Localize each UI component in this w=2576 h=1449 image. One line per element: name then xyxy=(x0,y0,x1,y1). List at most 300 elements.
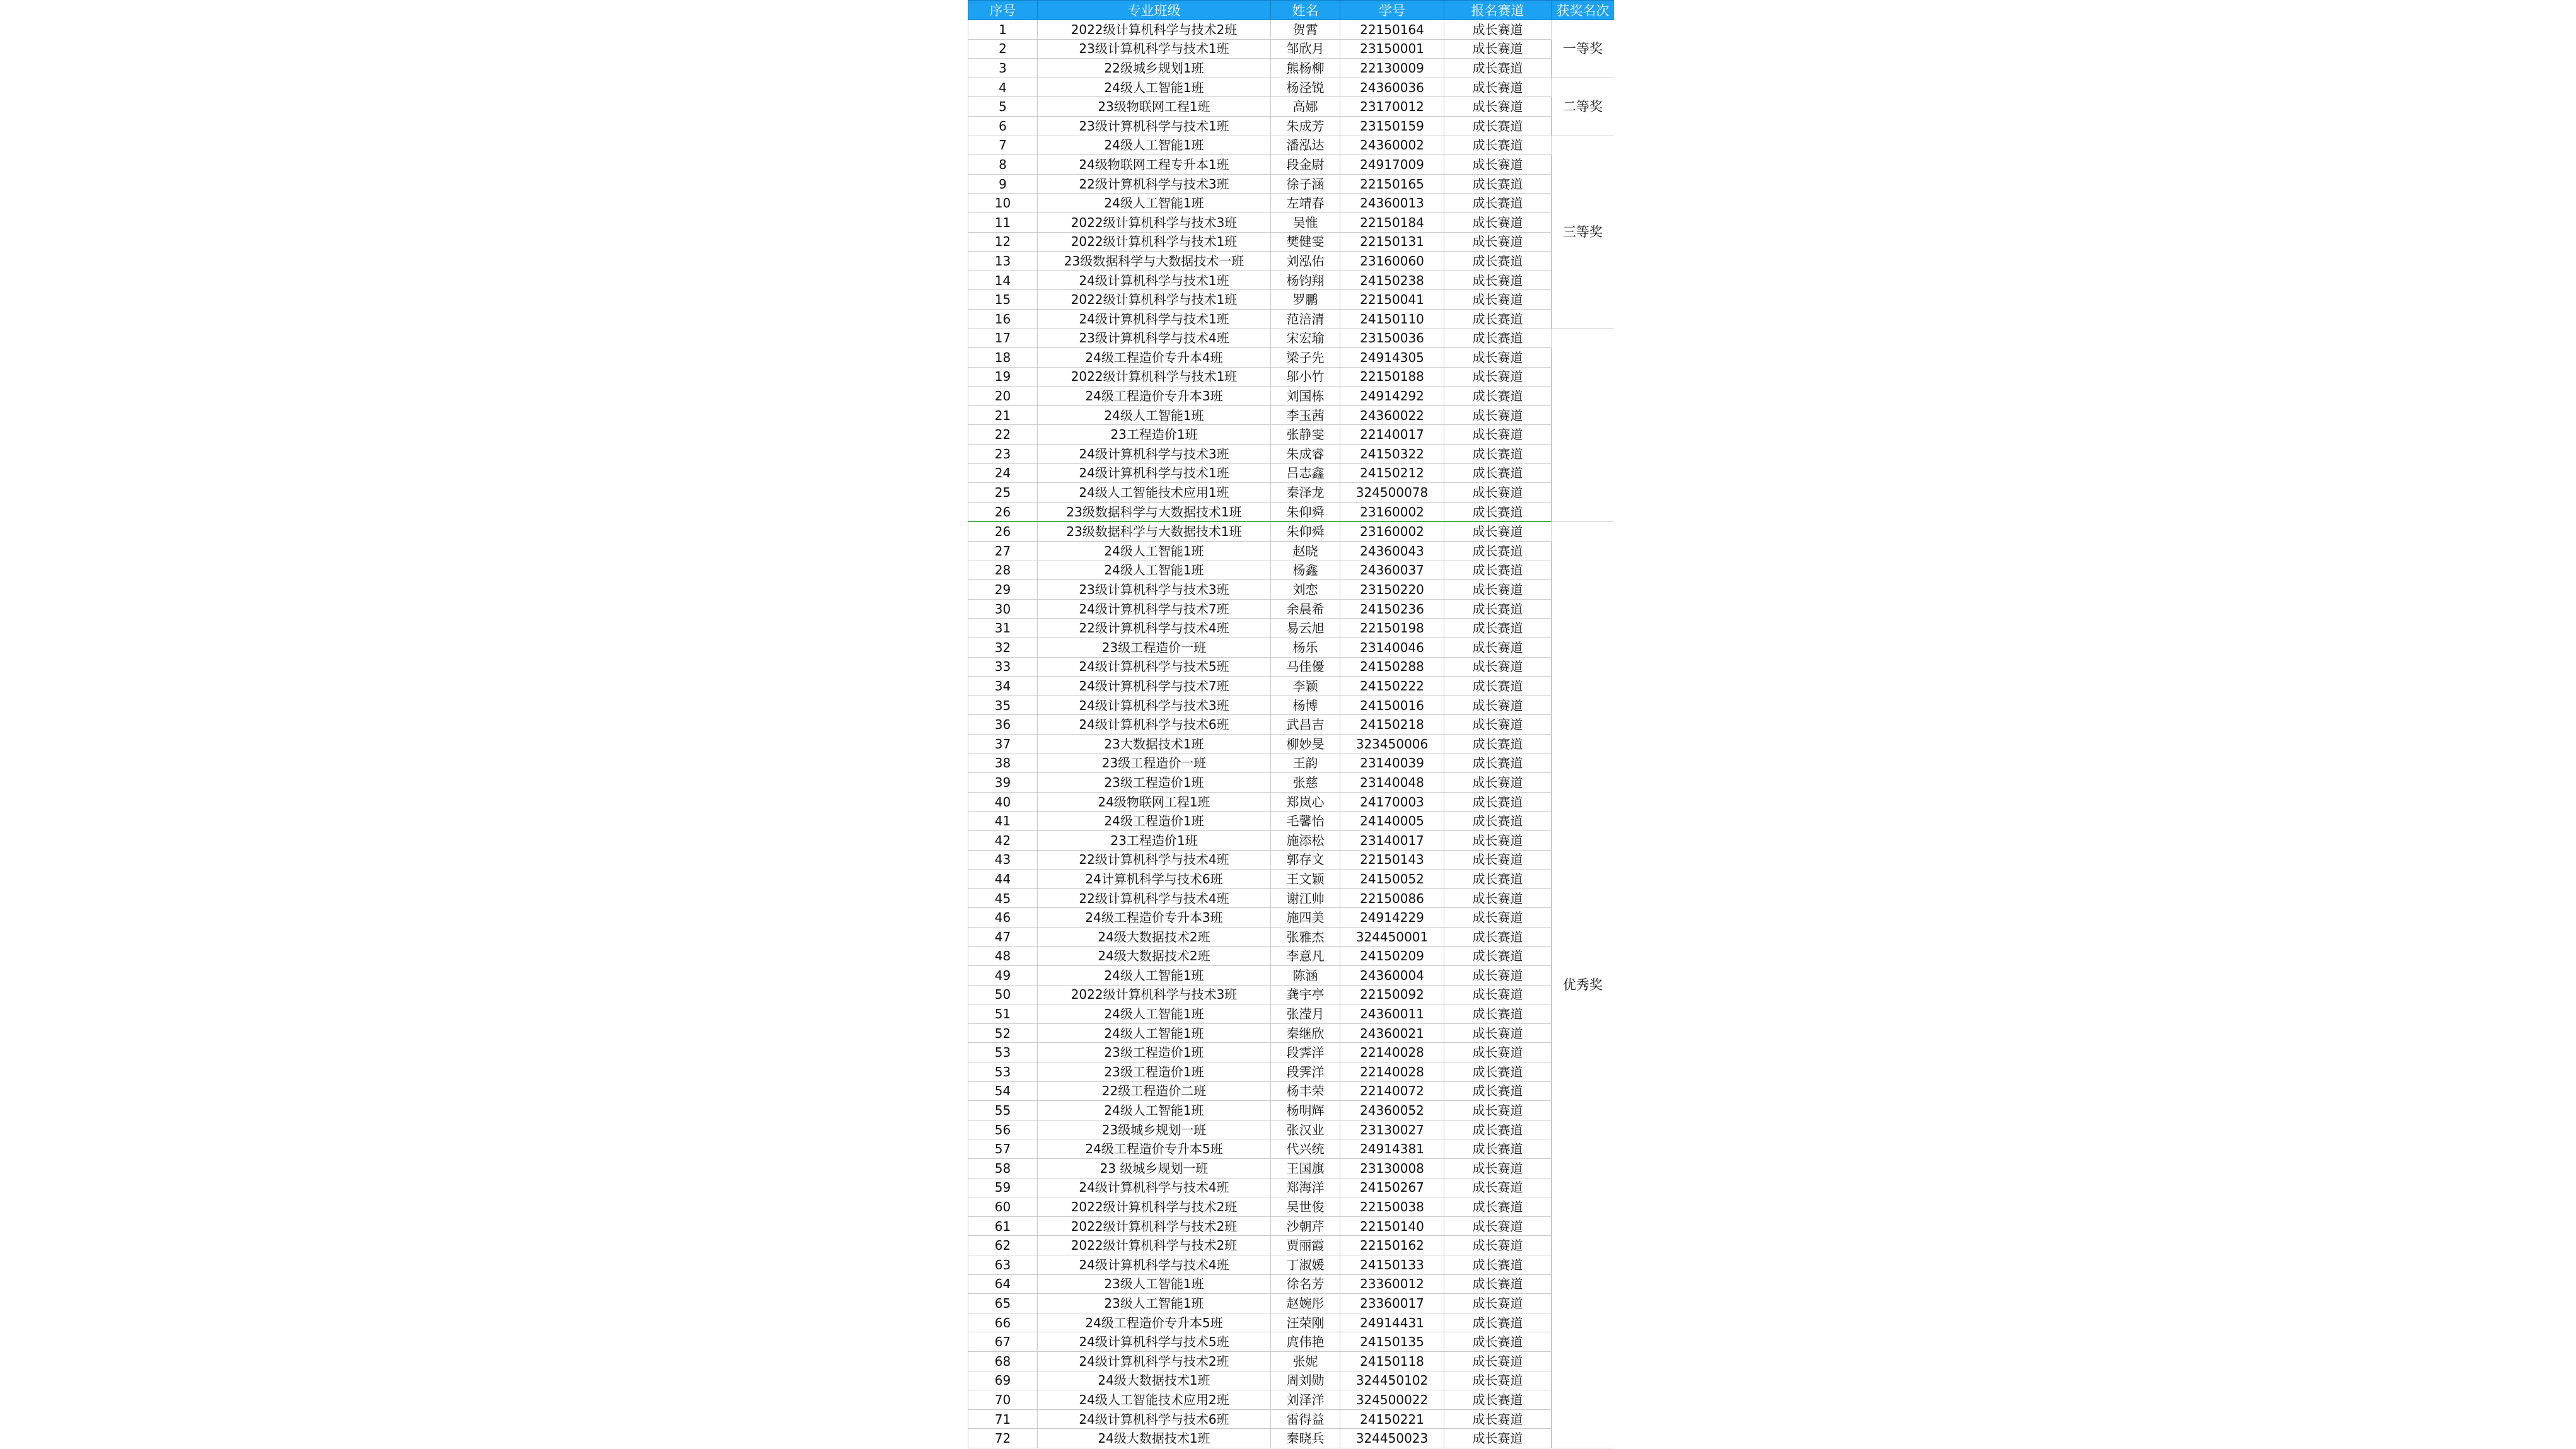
table-row xyxy=(968,39,1615,59)
cell-student-id: 22150086 xyxy=(1340,888,1444,908)
table-row xyxy=(968,502,1615,521)
cell-track: 成长赛道 xyxy=(1444,638,1552,658)
cell-award xyxy=(1552,329,1615,521)
table-row xyxy=(968,734,1615,754)
cell-name: 杨明辉 xyxy=(1271,1101,1340,1120)
cell-track: 成长赛道 xyxy=(1444,695,1552,715)
cell-index: 45 xyxy=(968,888,1038,908)
cell-student-id: 24150222 xyxy=(1340,677,1444,696)
cell-class: 24级计算机科学与技术1班 xyxy=(1038,463,1271,483)
cell-index: 70 xyxy=(968,1390,1038,1410)
cell-name: 左靖春 xyxy=(1271,194,1340,213)
cell-student-id: 23360012 xyxy=(1340,1274,1444,1294)
cell-student-id: 23150220 xyxy=(1340,580,1444,600)
cell-index: 8 xyxy=(968,155,1038,175)
cell-index: 60 xyxy=(968,1197,1038,1217)
cell-track: 成长赛道 xyxy=(1444,252,1552,271)
cell-name: 郑海洋 xyxy=(1271,1178,1340,1197)
cell-class: 2022级计算机科学与技术2班 xyxy=(1038,1216,1271,1236)
cell-index: 65 xyxy=(968,1294,1038,1313)
cell-student-id: 24360013 xyxy=(1340,194,1444,213)
cell-name: 杨丰荣 xyxy=(1271,1081,1340,1101)
table-row xyxy=(968,638,1615,658)
award-table xyxy=(968,0,1614,1448)
table-row xyxy=(968,1351,1615,1371)
cell-class: 23工程造价1班 xyxy=(1038,425,1271,445)
cell-track: 成长赛道 xyxy=(1444,212,1552,232)
cell-name: 张汉业 xyxy=(1271,1120,1340,1139)
cell-class: 23级计算机科学与技术1班 xyxy=(1038,116,1271,136)
cell-name: 宋宏瑜 xyxy=(1271,329,1340,348)
table-row xyxy=(968,252,1615,271)
cell-name: 马佳優 xyxy=(1271,657,1340,677)
cell-student-id: 24150238 xyxy=(1340,271,1444,290)
header-row xyxy=(968,1,1615,20)
cell-class: 24级大数据技术1班 xyxy=(1038,1429,1271,1448)
cell-name: 雷得益 xyxy=(1271,1409,1340,1429)
cell-class: 23级物联网工程1班 xyxy=(1038,97,1271,117)
cell-class: 24级人工智能1班 xyxy=(1038,1004,1271,1024)
cell-student-id: 22150041 xyxy=(1340,290,1444,310)
cell-class: 24级大数据技术2班 xyxy=(1038,927,1271,946)
cell-class: 2022级计算机科学与技术1班 xyxy=(1038,232,1271,252)
cell-name: 刘泓佑 xyxy=(1271,252,1340,271)
cell-index: 18 xyxy=(968,348,1038,368)
table-row xyxy=(968,445,1615,464)
cell-name: 张妮 xyxy=(1271,1351,1340,1371)
cell-index: 30 xyxy=(968,599,1038,619)
table-row xyxy=(968,619,1615,638)
cell-index: 44 xyxy=(968,870,1038,889)
cell-student-id: 24150052 xyxy=(1340,870,1444,889)
cell-student-id: 24170003 xyxy=(1340,792,1444,812)
header-name: 姓名 xyxy=(1271,1,1340,20)
cell-track: 成长赛道 xyxy=(1444,830,1552,850)
cell-track: 成长赛道 xyxy=(1444,174,1552,194)
table-row xyxy=(968,792,1615,812)
cell-track: 成长赛道 xyxy=(1444,405,1552,425)
cell-track: 成长赛道 xyxy=(1444,348,1552,368)
cell-class: 24级工程造价1班 xyxy=(1038,812,1271,831)
cell-index: 21 xyxy=(968,405,1038,425)
cell-class: 24级人工智能1班 xyxy=(1038,1023,1271,1043)
cell-name: 邹欣月 xyxy=(1271,39,1340,59)
cell-student-id: 22150162 xyxy=(1340,1236,1444,1255)
cell-index: 43 xyxy=(968,850,1038,870)
cell-index: 7 xyxy=(968,136,1038,155)
table-row xyxy=(968,677,1615,696)
table-row xyxy=(968,1274,1615,1294)
cell-name: 汪荣刚 xyxy=(1271,1313,1340,1332)
cell-track: 成长赛道 xyxy=(1444,59,1552,78)
cell-name: 吴世俊 xyxy=(1271,1197,1340,1217)
cell-class: 2022级计算机科学与技术2班 xyxy=(1038,1236,1271,1255)
cell-track: 成长赛道 xyxy=(1444,1313,1552,1332)
cell-student-id: 23140039 xyxy=(1340,754,1444,773)
cell-index: 47 xyxy=(968,927,1038,946)
cell-track: 成长赛道 xyxy=(1444,773,1552,793)
cell-name: 赵婉彤 xyxy=(1271,1294,1340,1313)
table-row xyxy=(968,463,1615,483)
cell-index: 27 xyxy=(968,542,1038,561)
cell-student-id: 22150198 xyxy=(1340,619,1444,638)
cell-track: 成长赛道 xyxy=(1444,657,1552,677)
cell-class: 23级人工智能1班 xyxy=(1038,1274,1271,1294)
cell-index: 68 xyxy=(968,1351,1038,1371)
cell-student-id: 324500078 xyxy=(1340,483,1444,503)
cell-track: 成长赛道 xyxy=(1444,754,1552,773)
cell-index: 51 xyxy=(968,1004,1038,1024)
table-row xyxy=(968,542,1615,561)
cell-index: 14 xyxy=(968,271,1038,290)
cell-class: 23级工程造价一班 xyxy=(1038,638,1271,658)
cell-index: 71 xyxy=(968,1409,1038,1429)
cell-index: 13 xyxy=(968,252,1038,271)
cell-student-id: 24150135 xyxy=(1340,1332,1444,1352)
cell-index: 32 xyxy=(968,638,1038,658)
cell-track: 成长赛道 xyxy=(1444,1371,1552,1390)
table-row xyxy=(968,754,1615,773)
cell-student-id: 24150221 xyxy=(1340,1409,1444,1429)
table-row xyxy=(968,715,1615,735)
cell-track: 成长赛道 xyxy=(1444,521,1552,541)
cell-class: 2022级计算机科学与技术3班 xyxy=(1038,985,1271,1004)
cell-name: 刘泽洋 xyxy=(1271,1390,1340,1410)
cell-class: 22级计算机科学与技术4班 xyxy=(1038,850,1271,870)
cell-name: 邬小竹 xyxy=(1271,367,1340,387)
cell-class: 24级人工智能1班 xyxy=(1038,78,1271,97)
cell-track: 成长赛道 xyxy=(1444,946,1552,966)
cell-index: 33 xyxy=(968,657,1038,677)
cell-student-id: 24914229 xyxy=(1340,908,1444,928)
cell-class: 24级计算机科学与技术4班 xyxy=(1038,1178,1271,1197)
cell-class: 22级城乡规划1班 xyxy=(1038,59,1271,78)
cell-name: 谢江帅 xyxy=(1271,888,1340,908)
cell-index: 31 xyxy=(968,619,1038,638)
cell-student-id: 23140048 xyxy=(1340,773,1444,793)
cell-student-id: 24914292 xyxy=(1340,387,1444,406)
cell-student-id: 324450023 xyxy=(1340,1429,1444,1448)
cell-student-id: 22140028 xyxy=(1340,1062,1444,1082)
cell-index: 55 xyxy=(968,1101,1038,1120)
cell-name: 徐名芳 xyxy=(1271,1274,1340,1294)
cell-student-id: 22150188 xyxy=(1340,367,1444,387)
table-row xyxy=(968,888,1615,908)
cell-class: 23 级城乡规划一班 xyxy=(1038,1159,1271,1178)
cell-student-id: 23150036 xyxy=(1340,329,1444,348)
cell-name: 段霁洋 xyxy=(1271,1043,1340,1062)
cell-name: 王国旗 xyxy=(1271,1159,1340,1178)
cell-index: 6 xyxy=(968,116,1038,136)
cell-class: 24级计算机科学与技术4班 xyxy=(1038,1255,1271,1275)
cell-student-id: 24150133 xyxy=(1340,1255,1444,1275)
cell-index: 58 xyxy=(968,1159,1038,1178)
cell-class: 22级计算机科学与技术4班 xyxy=(1038,619,1271,638)
cell-index: 72 xyxy=(968,1429,1038,1448)
table-row xyxy=(968,232,1615,252)
cell-student-id: 324450001 xyxy=(1340,927,1444,946)
cell-name: 毛馨怡 xyxy=(1271,812,1340,831)
cell-class: 24级人工智能1班 xyxy=(1038,405,1271,425)
cell-class: 24级计算机科学与技术2班 xyxy=(1038,1351,1271,1371)
cell-index: 11 xyxy=(968,212,1038,232)
cell-name: 刘恋 xyxy=(1271,580,1340,600)
cell-class: 24级人工智能技术应用1班 xyxy=(1038,483,1271,503)
cell-index: 49 xyxy=(968,966,1038,986)
cell-track: 成长赛道 xyxy=(1444,1197,1552,1217)
cell-class: 24级物联网工程专升本1班 xyxy=(1038,155,1271,175)
cell-track: 成长赛道 xyxy=(1444,463,1552,483)
cell-index: 38 xyxy=(968,754,1038,773)
cell-class: 24级人工智能1班 xyxy=(1038,542,1271,561)
cell-track: 成长赛道 xyxy=(1444,1409,1552,1429)
cell-name: 高娜 xyxy=(1271,97,1340,117)
cell-track: 成长赛道 xyxy=(1444,387,1552,406)
table-row xyxy=(968,830,1615,850)
table-row xyxy=(968,309,1615,329)
table-body xyxy=(968,20,1615,1448)
table-row xyxy=(968,561,1615,580)
cell-student-id: 323450006 xyxy=(1340,734,1444,754)
table-row xyxy=(968,97,1615,117)
cell-class: 23级计算机科学与技术1班 xyxy=(1038,39,1271,59)
cell-index: 53 xyxy=(968,1062,1038,1082)
cell-student-id: 23130027 xyxy=(1340,1120,1444,1139)
cell-track: 成长赛道 xyxy=(1444,1332,1552,1352)
cell-index: 17 xyxy=(968,329,1038,348)
cell-name: 潘泓达 xyxy=(1271,136,1340,155)
cell-name: 张慈 xyxy=(1271,773,1340,793)
cell-student-id: 24917009 xyxy=(1340,155,1444,175)
cell-track: 成长赛道 xyxy=(1444,309,1552,329)
cell-name: 段霁洋 xyxy=(1271,1062,1340,1082)
cell-class: 23级人工智能1班 xyxy=(1038,1294,1271,1313)
cell-student-id: 24150110 xyxy=(1340,309,1444,329)
cell-track: 成长赛道 xyxy=(1444,483,1552,503)
cell-name: 李意凡 xyxy=(1271,946,1340,966)
table-row xyxy=(968,1101,1615,1120)
cell-class: 24级人工智能1班 xyxy=(1038,1101,1271,1120)
cell-index: 26 xyxy=(968,521,1038,541)
cell-track: 成长赛道 xyxy=(1444,850,1552,870)
cell-index: 28 xyxy=(968,561,1038,580)
cell-track: 成长赛道 xyxy=(1444,580,1552,600)
cell-student-id: 22150092 xyxy=(1340,985,1444,1004)
cell-index: 23 xyxy=(968,445,1038,464)
cell-index: 37 xyxy=(968,734,1038,754)
cell-index: 3 xyxy=(968,59,1038,78)
cell-track: 成长赛道 xyxy=(1444,155,1552,175)
table-row xyxy=(968,1294,1615,1313)
cell-name: 贺霄 xyxy=(1271,20,1340,40)
cell-index: 50 xyxy=(968,985,1038,1004)
cell-name: 李颖 xyxy=(1271,677,1340,696)
cell-name: 施添松 xyxy=(1271,830,1340,850)
cell-class: 22级计算机科学与技术3班 xyxy=(1038,174,1271,194)
cell-student-id: 24360004 xyxy=(1340,966,1444,986)
table-row xyxy=(968,773,1615,793)
header-index: 序号 xyxy=(968,1,1038,20)
cell-student-id: 23170012 xyxy=(1340,97,1444,117)
table-row xyxy=(968,1139,1615,1159)
cell-track: 成长赛道 xyxy=(1444,966,1552,986)
cell-student-id: 22150165 xyxy=(1340,174,1444,194)
table-row xyxy=(968,136,1615,155)
table-row xyxy=(968,405,1615,425)
cell-name: 刘国栋 xyxy=(1271,387,1340,406)
cell-track: 成长赛道 xyxy=(1444,677,1552,696)
cell-track: 成长赛道 xyxy=(1444,599,1552,619)
cell-index: 52 xyxy=(968,1023,1038,1043)
cell-award: 二等奖 xyxy=(1552,78,1615,136)
table-row xyxy=(968,1062,1615,1082)
cell-student-id: 24360022 xyxy=(1340,405,1444,425)
cell-class: 24级工程造价专升本5班 xyxy=(1038,1313,1271,1332)
cell-index: 34 xyxy=(968,677,1038,696)
cell-track: 成长赛道 xyxy=(1444,561,1552,580)
cell-class: 24级计算机科学与技术1班 xyxy=(1038,309,1271,329)
cell-class: 23级数据科学与大数据技术一班 xyxy=(1038,252,1271,271)
cell-class: 24级工程造价专升本5班 xyxy=(1038,1139,1271,1159)
cell-class: 24级工程造价专升本3班 xyxy=(1038,908,1271,928)
cell-name: 周刘勋 xyxy=(1271,1371,1340,1390)
cell-name: 武昌吉 xyxy=(1271,715,1340,735)
cell-name: 秦泽龙 xyxy=(1271,483,1340,503)
header-track: 报名赛道 xyxy=(1444,1,1552,20)
cell-track: 成长赛道 xyxy=(1444,290,1552,310)
cell-class: 2022级计算机科学与技术1班 xyxy=(1038,290,1271,310)
cell-track: 成长赛道 xyxy=(1444,20,1552,40)
cell-name: 秦晓兵 xyxy=(1271,1429,1340,1448)
table-row xyxy=(968,580,1615,600)
cell-class: 23级工程造价1班 xyxy=(1038,773,1271,793)
cell-index: 67 xyxy=(968,1332,1038,1352)
cell-award: 优秀奖 xyxy=(1552,521,1615,1448)
cell-class: 22级计算机科学与技术4班 xyxy=(1038,888,1271,908)
cell-student-id: 24150212 xyxy=(1340,463,1444,483)
cell-index: 48 xyxy=(968,946,1038,966)
cell-class: 22级工程造价二班 xyxy=(1038,1081,1271,1101)
cell-track: 成长赛道 xyxy=(1444,1429,1552,1448)
table-row xyxy=(968,966,1615,986)
cell-student-id: 23150159 xyxy=(1340,116,1444,136)
cell-index: 2 xyxy=(968,39,1038,59)
cell-class: 24计算机科学与技术6班 xyxy=(1038,870,1271,889)
cell-index: 69 xyxy=(968,1371,1038,1390)
cell-name: 龚宇亭 xyxy=(1271,985,1340,1004)
cell-class: 24级大数据技术1班 xyxy=(1038,1371,1271,1390)
cell-class: 24级计算机科学与技术7班 xyxy=(1038,677,1271,696)
header-class: 专业班级 xyxy=(1038,1,1271,20)
cell-index: 59 xyxy=(968,1178,1038,1197)
table-row xyxy=(968,1409,1615,1429)
cell-class: 24级物联网工程1班 xyxy=(1038,792,1271,812)
cell-class: 24级计算机科学与技术6班 xyxy=(1038,715,1271,735)
cell-track: 成长赛道 xyxy=(1444,1178,1552,1197)
cell-student-id: 24150267 xyxy=(1340,1178,1444,1197)
cell-track: 成长赛道 xyxy=(1444,1101,1552,1120)
cell-track: 成长赛道 xyxy=(1444,1294,1552,1313)
cell-index: 63 xyxy=(968,1255,1038,1275)
cell-student-id: 24150288 xyxy=(1340,657,1444,677)
cell-index: 61 xyxy=(968,1216,1038,1236)
cell-class: 2022级计算机科学与技术3班 xyxy=(1038,212,1271,232)
cell-student-id: 24914431 xyxy=(1340,1313,1444,1332)
cell-name: 梁子先 xyxy=(1271,348,1340,368)
cell-name: 王韵 xyxy=(1271,754,1340,773)
cell-student-id: 24140005 xyxy=(1340,812,1444,831)
cell-index: 57 xyxy=(968,1139,1038,1159)
table-row xyxy=(968,1313,1615,1332)
cell-name: 范涪清 xyxy=(1271,309,1340,329)
cell-index: 19 xyxy=(968,367,1038,387)
cell-class: 23级计算机科学与技术3班 xyxy=(1038,580,1271,600)
table-row xyxy=(968,908,1615,928)
table-row xyxy=(968,812,1615,831)
table-row xyxy=(968,78,1615,97)
cell-student-id: 24360011 xyxy=(1340,1004,1444,1024)
cell-track: 成长赛道 xyxy=(1444,1062,1552,1082)
table-row xyxy=(968,116,1615,136)
cell-track: 成长赛道 xyxy=(1444,542,1552,561)
cell-track: 成长赛道 xyxy=(1444,927,1552,946)
cell-track: 成长赛道 xyxy=(1444,1120,1552,1139)
table-row xyxy=(968,695,1615,715)
table-row xyxy=(968,20,1615,40)
cell-track: 成长赛道 xyxy=(1444,502,1552,521)
table-row xyxy=(968,1043,1615,1062)
cell-track: 成长赛道 xyxy=(1444,619,1552,638)
table-row xyxy=(968,174,1615,194)
cell-track: 成长赛道 xyxy=(1444,1274,1552,1294)
table-row xyxy=(968,1236,1615,1255)
table-row xyxy=(968,1216,1615,1236)
table-row xyxy=(968,1004,1615,1024)
cell-student-id: 23140017 xyxy=(1340,830,1444,850)
cell-index: 62 xyxy=(968,1236,1038,1255)
cell-track: 成长赛道 xyxy=(1444,1081,1552,1101)
cell-name: 朱仰舜 xyxy=(1271,502,1340,521)
cell-name: 徐子涵 xyxy=(1271,174,1340,194)
cell-name: 张滢月 xyxy=(1271,1004,1340,1024)
cell-name: 吕志鑫 xyxy=(1271,463,1340,483)
cell-class: 24级计算机科学与技术3班 xyxy=(1038,445,1271,464)
cell-track: 成长赛道 xyxy=(1444,1139,1552,1159)
cell-name: 赵晓 xyxy=(1271,542,1340,561)
cell-index: 5 xyxy=(968,97,1038,117)
cell-track: 成长赛道 xyxy=(1444,985,1552,1004)
cell-award: 一等奖 xyxy=(1552,20,1615,78)
cell-class: 24级计算机科学与技术5班 xyxy=(1038,657,1271,677)
cell-index: 15 xyxy=(968,290,1038,310)
cell-track: 成长赛道 xyxy=(1444,1351,1552,1371)
cell-name: 郭存文 xyxy=(1271,850,1340,870)
cell-class: 23工程造价1班 xyxy=(1038,830,1271,850)
cell-student-id: 23160060 xyxy=(1340,252,1444,271)
table-row xyxy=(968,212,1615,232)
cell-name: 庹伟艳 xyxy=(1271,1332,1340,1352)
cell-student-id: 22140028 xyxy=(1340,1043,1444,1062)
cell-track: 成长赛道 xyxy=(1444,271,1552,290)
cell-track: 成长赛道 xyxy=(1444,97,1552,117)
cell-track: 成长赛道 xyxy=(1444,367,1552,387)
cell-name: 熊杨柳 xyxy=(1271,59,1340,78)
spreadsheet xyxy=(968,0,1614,1449)
cell-name: 代兴统 xyxy=(1271,1139,1340,1159)
cell-student-id: 24360021 xyxy=(1340,1023,1444,1043)
cell-student-id: 23160002 xyxy=(1340,521,1444,541)
header-student-id: 学号 xyxy=(1340,1,1444,20)
